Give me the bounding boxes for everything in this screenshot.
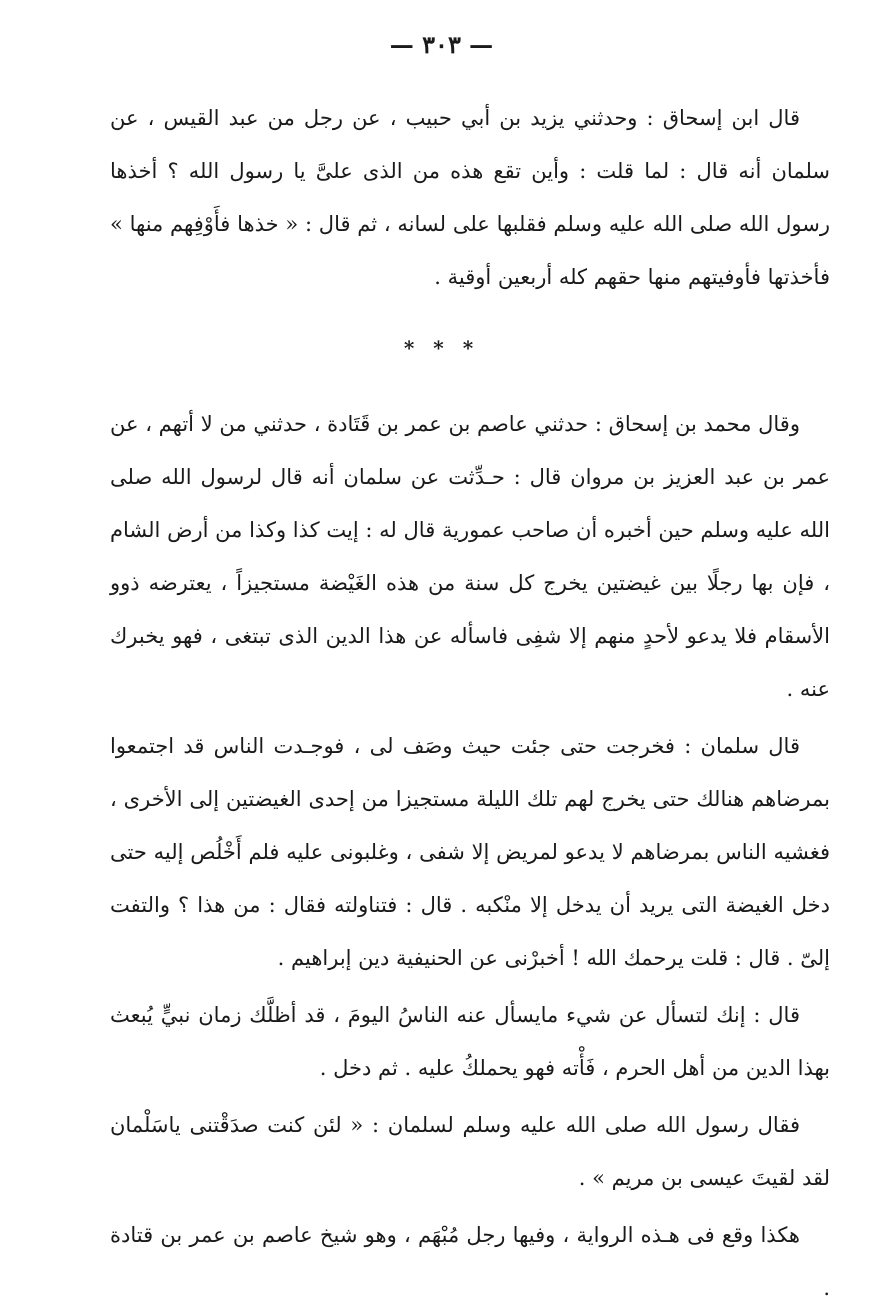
section-1-text (110, 92, 830, 304)
section-2-text (110, 398, 830, 1315)
page-number: — ٣٠٣ — (389, 30, 494, 59)
paragraph: قال : إنك لتسأل عن شيء مايسأل عنه الناسُ اليومَ ، قد أظلَّك زمان نبيٍّ يُبعث بهذا الدين من أهل الحرم ، فَأْته فهو يحملكُ عليه . ثم دخل . (110, 1003, 830, 1080)
paragraph: وقال محمد بن إسحاق : حدثني عاصم بن عمر بن قَتَادة ، حدثني من لا أتهم ، عن عمر بن عبد العزيز بن مروان قال : حـدِّثت عن سلمان أنه قال لرسول الله صلى الله عليه وسلم حين أخبره أن صاحب عمورية قال له : إيت كذا وكذا من أرض الشام ، فإن بها رجلًا بين غيضتين يخرج كل سنة من هذه الغَيْضة مستجيزاً ، يعترضه ذوو الأسقام فلا يدعو لأحدٍ منهم إلا شفِى فاسأله عن هذا الدين الذى تبتغى ، فهو يخبرك عنه . (110, 412, 830, 701)
paragraph: هكذا وقع فى هـذه الرواية ، وفيها رجل مُبْهَم ، وهو شيخ عاصم بن عمر بن قتادة . (110, 1223, 830, 1300)
section-separator: * * * (403, 336, 480, 360)
paragraph: قال ابن إسحاق : وحدثني يزيد بن أبي حبيب ، عن رجل من عبد القيس ، عن سلمان أنه قال : لما قلت : وأين تقع هذه من الذى علىَّ يا رسول الله ؟ أخذها رسول الله صلى الله عليه وسلم فقلبها على لسانه ، ثم قال : « خذها فأَوْفِهم منها » فأخذتها فأوفيتهم منها حقهم كله أربعين أوقية . (110, 106, 830, 289)
paragraph: قال سلمان : فخرجت حتى جئت حيث وصَف لى ، فوجـدت الناس قد اجتمعوا بمرضاهم هنالك حتى يخرج لهم تلك الليلة مستجيزا من إحدى الغيضتين إلى الأخرى ، فغشيه الناس بمرضاهم لا يدعو لمريض إلا شفى ، وغلبونى عليه فلم أَخْلُص إليه حتى دخل الغيضة التى يريد أن يدخل إلا منْكبه . قال : فتناولته فقال : من هذا ؟ والتفت إلىّ . قال : قلت يرحمك الله ! أخبرْنى عن الحنيفية دين إبراهيم . (110, 734, 830, 970)
paragraph: فقال رسول الله صلى الله عليه وسلم لسلمان : « لئن كنت صدَقْتنى ياسَلْمان لقد لقيتَ عيسى بن مريم » . (110, 1113, 830, 1190)
